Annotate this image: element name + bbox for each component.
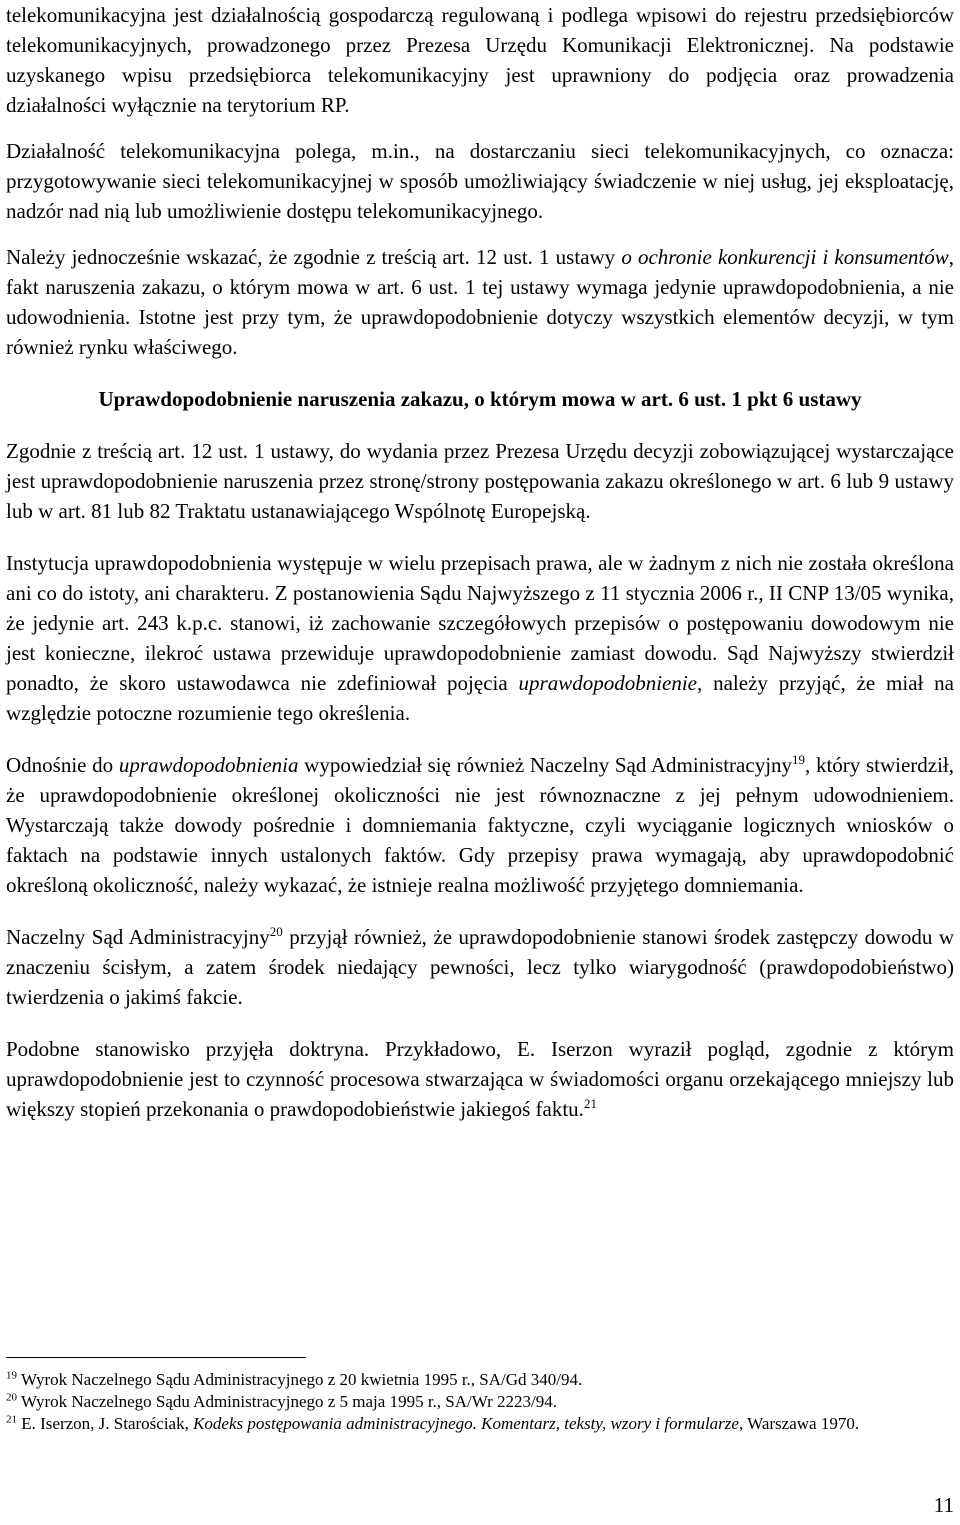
footnote-number: 19 xyxy=(6,1369,17,1382)
paragraph-6-text-c: , który stwierdził, że uprawdopodobnienie określonej okoliczności nie jest równoznaczne z jej pełnym udowodnieniem. Wystarczają także dowody pośrednie i domniemania faktyczne, czyli wyciąganie logicznych wniosków o faktach na podstawie innych ustalonych faktów. Gdy przepisy prawa wymagają, aby uprawdopodobnić określoną okoliczność, należy wykazać, że istnieje realna możliwość przyjętego domniemania. xyxy=(6,753,955,897)
document-page xyxy=(6,0,954,1124)
paragraph-5-italic: uprawdopodobnienie xyxy=(518,671,698,695)
paragraph-3-text-a: Należy jednocześnie wskazać, że zgodnie z treścią art. 12 ust. 1 ustawy xyxy=(6,245,622,269)
paragraph-6 xyxy=(6,750,954,900)
footnote-number: 20 xyxy=(6,1391,17,1404)
footnote-21 xyxy=(6,1413,954,1435)
footnote-ref-21[interactable]: 21 xyxy=(583,1096,597,1111)
footnote-text-a: E. Iserzon, J. Starościak, xyxy=(21,1414,194,1433)
paragraph-1: telekomunikacyjna jest działalnością gospodarczą regulowaną i podlega wpisowi do rejestru przedsiębiorców telekomunikacyjnych, prowadzonego przez Prezesa Urzędu Komunikacji Elektronicznej. Na podstawie uzyskanego wpisu przedsiębiorca telekomunikacyjny jest uprawniony do podjęcia oraz prowadzenia działalności wyłącznie na terytorium RP. xyxy=(6,3,954,117)
footnote-text: Wyrok Naczelnego Sądu Administracyjnego z 20 kwietnia 1995 r., SA/Gd 340/94. xyxy=(20,1370,583,1389)
paragraph-3-italic: o ochronie konkurencji i konsumentów xyxy=(621,245,949,269)
paragraph-5-text-a: Instytucja uprawdopodobnienia występuje w wielu przepisach prawa, ale w żadnym z nich nie została określona ani co do istoty, ani charakteru. Z postanowienia Sądu Najwyższego z 11 stycznia 2006 r., II CNP 13/05 wynika, że jedynie art. 243 k.p.c. stanowi, iż zachowanie szczegółowych przepisów o postępowaniu dowodowym nie jest konieczne, ilekroć ustawa przewiduje uprawdopodobnienie zamiast dowodu. Sąd Najwyższy stwierdził ponadto, że skoro ustawodawca nie zdefiniował pojęcia xyxy=(6,551,954,695)
paragraph-6-text-b: wypowiedział się również Naczelny Sąd Administracyjny xyxy=(298,753,793,777)
paragraph-5-text-b: , należy przyjąć, że miał na względzie potoczne rozumienie tego określenia. xyxy=(6,671,955,725)
paragraph-3 xyxy=(6,242,954,362)
paragraph-2: Działalność telekomunikacyjna polega, m.in., na dostarczaniu sieci telekomunikacyjnych, co oznacza: przygotowywanie sieci telekomunikacyjnej w sposób umożliwiający świadczenie w niej usług, jej eksploatację, nadzór nad nią lub umożliwienie dostępu telekomunikacyjnego. xyxy=(6,139,954,223)
footnote-separator xyxy=(6,1357,306,1358)
footnotes xyxy=(6,1369,954,1435)
footnote-number: 21 xyxy=(6,1413,17,1426)
paragraph-5 xyxy=(6,548,954,728)
paragraph-6-text-a: Odnośnie do xyxy=(6,753,119,777)
paragraph-8-text-a: Podobne stanowisko przyjęła doktryna. Przykładowo, E. Iserzon wyraził pogląd, zgodnie z którym uprawdopodobnienie jest to czynność procesowa stwarzająca w świadomości organu orzekającego mniejszy lub większy stopień przekonania o prawdopodobieństwie jakiegoś faktu. xyxy=(6,1037,954,1121)
paragraph-4: Zgodnie z treścią art. 12 ust. 1 ustawy, do wydania przez Prezesa Urzędu decyzji zobowiązującej wystarczające jest uprawdopodobnienie naruszenia przez stronę/strony postępowania zakazu określonego w art. 6 lub 9 ustawy lub w art. 81 lub 82 Traktatu ustanawiającego Wspólnotę Europejską. xyxy=(6,439,954,523)
footnote-ref-20[interactable]: 20 xyxy=(269,924,283,939)
page-number: 11 xyxy=(933,1493,954,1517)
footnote-19 xyxy=(6,1369,954,1391)
footnote-text-b: , Warszawa 1970. xyxy=(738,1414,860,1433)
footnote-text: Wyrok Naczelnego Sądu Administracyjnego z 5 maja 1995 r., SA/Wr 2223/94. xyxy=(20,1392,557,1411)
footnote-italic-title: Kodeks postępowania administracyjnego. Komentarz, teksty, wzory i formularze xyxy=(193,1414,739,1433)
paragraph-7-text-a: Naczelny Sąd Administracyjny xyxy=(6,925,270,949)
section-heading: Uprawdopodobnienie naruszenia zakazu, o którym mowa w art. 6 ust. 1 pkt 6 ustawy xyxy=(98,387,862,411)
footnote-ref-19[interactable]: 19 xyxy=(792,752,806,767)
paragraph-7 xyxy=(6,922,954,1012)
paragraph-8 xyxy=(6,1034,954,1124)
paragraph-3-text-b: , fakt naruszenia zakazu, o którym mowa w art. 6 ust. 1 tej ustawy wymaga jedynie uprawdopodobnienia, a nie udowodnienia. Istotne jest przy tym, że uprawdopodobnienie dotyczy wszystkich elementów decyzji, w tym również rynku właściwego. xyxy=(6,245,954,359)
footnote-20 xyxy=(6,1391,954,1413)
paragraph-7-text-b: przyjął również, że uprawdopodobnienie stanowi środek zastępczy dowodu w znaczeniu ścisłym, a zatem środek niedający pewności, lecz tylko wiarygodność (prawdopodobieństwo) twierdzenia o jakimś fakcie. xyxy=(6,925,954,1009)
paragraph-6-italic: uprawdopodobnienia xyxy=(118,753,299,777)
